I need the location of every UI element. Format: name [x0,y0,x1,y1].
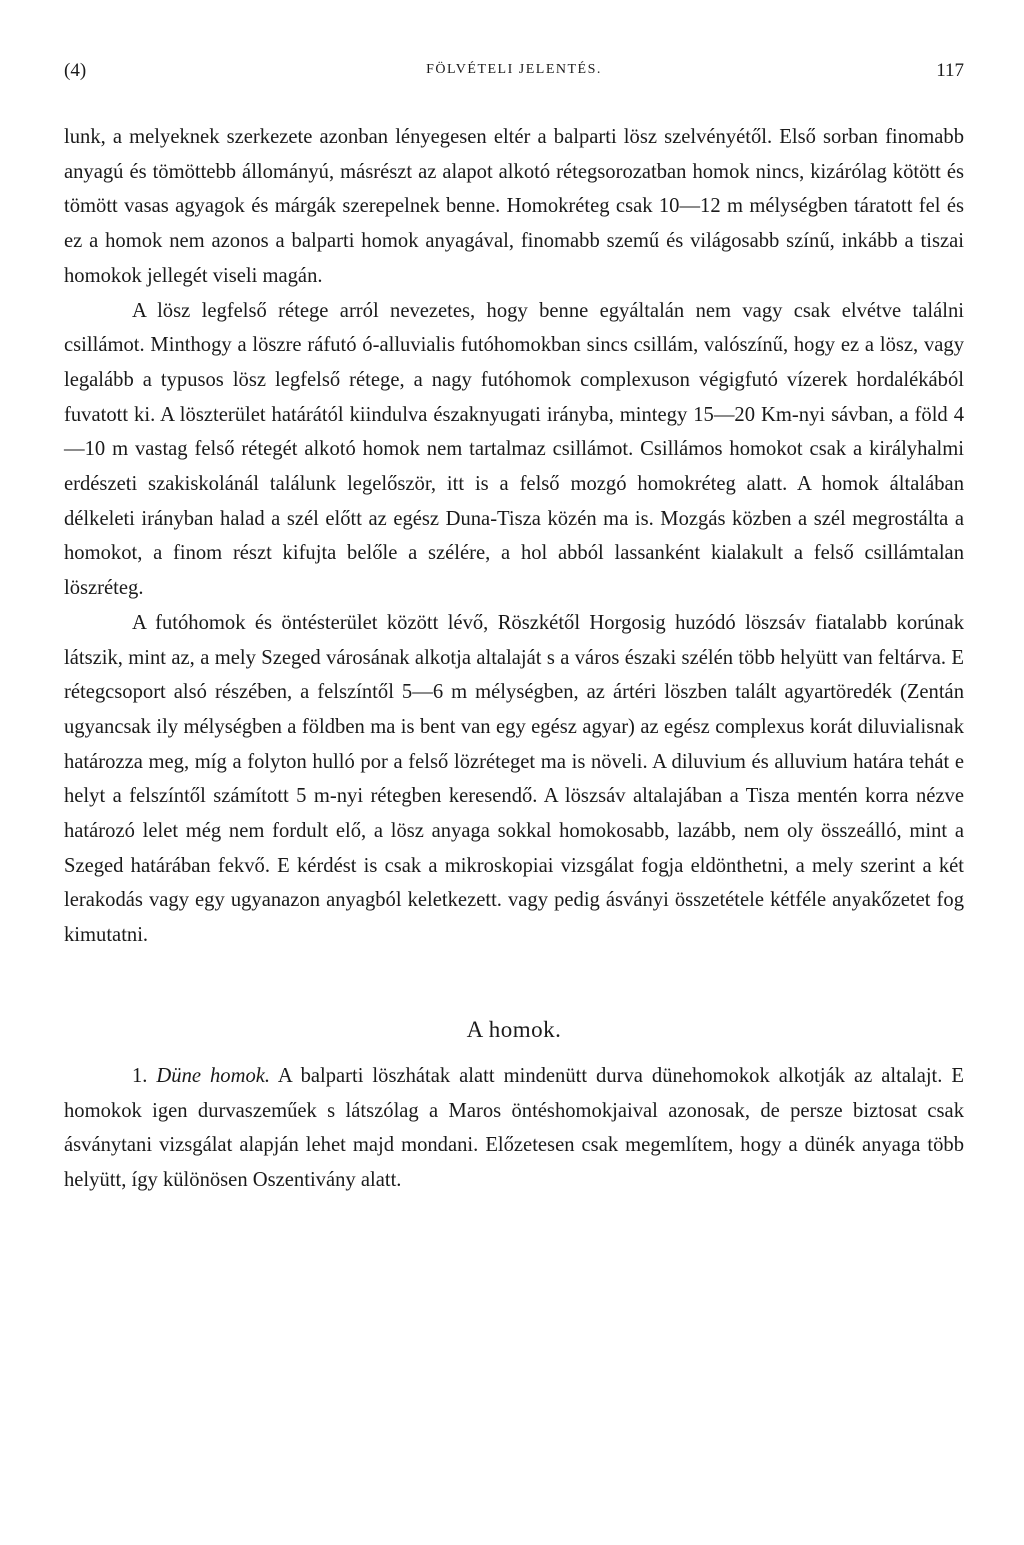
paragraph-2: A lösz legfelső rétege arról nevezetes, hogy benne egyáltalán nem vagy csak elvétve találni csillámot. Minthogy a löszre ráfutó ó-alluvialis futóhomokban sincs csillám, valószínű, hogy ez a lösz, vagy legalább a typusos lösz legfelső rétege, a nagy futóhomok complexuson végigfutó vízerek hordalékából fuvatott ki. A löszterület határától kiindulva északnyugati irányba, mintegy 15—20 Km-nyi sávban, a föld 4—10 m vastag felső rétegét alkotó homok nem tartalmaz csillámot. Csillámos homokot csak a királyhalmi erdészeti szakiskolánál találunk legelőször, itt is a felső mozgó homokréteg alatt. A homok általában délkeleti irányban halad a szél előtt az egész Duna-Tisza közén ma is. Mozgás közben a szél megrostálta a homokot, a finom részt kifujta belőle a szélére, a hol abból lassanként kialakult a felső csillámtalan löszréteg. [64,299,964,600]
paragraph-1: lunk, a melyeknek szerkezete azonban lényegesen eltér a balparti lösz szelvényétől. Első sorban finomabb anyagú és tömöttebb állományú, másrészt az alapot alkotó rétegsorozatban homok nincs, kizárólag kötött és tömött vasas agyagok és márgák szerepelnek benne. Homokréteg csak 10—12 m mélységben táratott fel és ez a homok nem azonos a balparti homok anyagával, finomabb szemű és világosabb színű, inkább a tiszai homokok jellegét viseli magán. [64,126,964,287]
page-number: 117 [936,60,964,81]
running-header [64,60,964,90]
chapter-number: (4) [64,60,87,81]
document-page [64,60,964,1198]
body-text [64,120,964,1198]
section-title: A homok. [466,1016,562,1042]
subsection-text: A balparti löszhátak alatt mindenütt durva dünehomokok alkotják az altalajt. E homokok igen durvaszeműek s látszólag a Maros öntéshomokjaival azonosak, de persze biztosat csak ásványtani vizsgálat alapján lehet majd mondani. Előzetesen csak megemlítem, hogy a dünék anyaga több helyütt, így különösen Oszentivány alatt. [64,1064,964,1191]
subsection-number: 1. [132,1064,148,1087]
subsection-paragraph [64,1059,964,1198]
subsection-term: Düne homok. [156,1064,271,1087]
paragraph-3: A futóhomok és öntésterület között lévő, Röszkétől Horgosig huzódó löszsáv fiatalabb korúnak látszik, mint az, a mely Szeged városának alkotja altalaját s a város északi szélén több helyütt van feltárva. E rétegcsoport alsó részében, a felszíntől 5—6 m mélységben, az ártéri löszben talált agyartöredék (Zentán ugyancsak ily mélységben a földben ma is bent van egy egész agyar) az egész complexus korát diluvialisnak határozza meg, míg a folyton hulló por a felső lözréteget ma is növeli. A diluvium és alluvium határa tehát e helyt a felszíntől számított 5 m-nyi rétegben keresendő. A löszsáv altalajában a Tisza mentén korra nézve határozó lelet még nem fordult elő, a lösz anyaga sokkal homokosabb, lazább, nem oly összeálló, mint a Szeged határában fekvő. E kérdést is csak a mikroskopiai vizsgálat fogja eldönthetni, a mely szerint a két lerakodás vagy egy ugyanazon anyagból keletkezett. vagy pedig ásványi összetétele kétféle anyakőzetet fog kimutatni. [64,611,964,947]
running-title: FÖLVÉTELI JELENTÉS. [426,62,602,77]
